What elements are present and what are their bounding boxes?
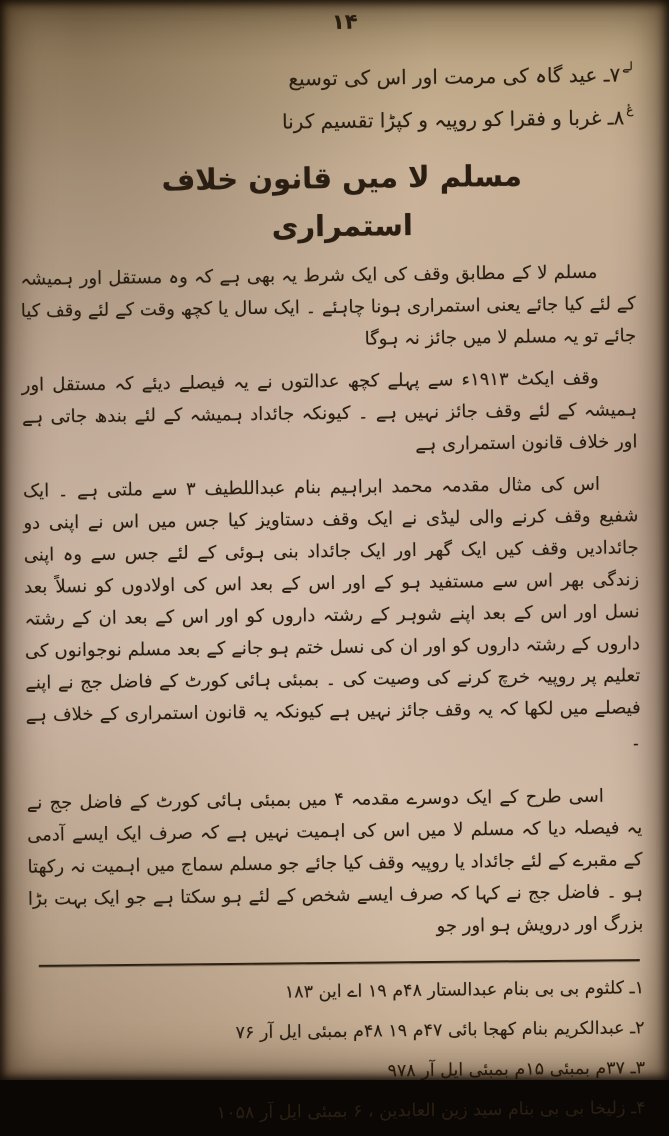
list-item-text: ۷ـ عید گاہ کی مرمت اور اس کی توسیع	[288, 62, 620, 90]
footnote-3: ۳ـ ۳۷م بمبئی ۱۵م بمبئی ایل آر ۹۷۸	[120, 1048, 645, 1094]
superscript-mark: لے	[622, 46, 633, 86]
paragraph-2: وقف ایکٹ ۱۹۱۳ء سے پہلے کچھ عدالتوں نے یہ فیصلے دیئے کہ مستقل اور ہمیشہ کے لئے وقف جائز نہیں ہے ۔ کیونکہ جائداد ہمیشہ کے لئے بندھ جاتی ہے اور خلاف قانون استمراری ہے	[22, 362, 638, 466]
paragraph-4: اسی طرح کے ایک دوسرے مقدمہ ۴ میں بمبئی ہائی کورٹ کے فاضل جج نے یہ فیصلہ دیا کہ مسلم لا میں اس کی اہمیت نہیں ہے کہ صرف ایک ایسے آدمی کے مقبرے کے لئے جائداد یا روپیہ وقف کیا جائے جو مسلم سماج میں اہمیت نہ رکھتا ہو ۔ فاضل جج نے کہا کہ صرف ایسے شخص کے لئے ہو سکتا ہے جو ایک بہت بڑا بزرگ اور درویش ہو اور جو	[27, 780, 644, 948]
footnote-2: ۲ـ عبدالکریم بنام کھجا بائی ۴۷م ۱۹ ۴۸م بمبئی ایل آر ۷۶	[53, 1008, 644, 1055]
paragraph-1: مسلم لا کے مطابق وقف کی ایک شرط یہ بھی ہے کہ وہ مستقل اور ہمیشہ کے لئے کیا جائے یعنی استمراری ہونا چاہئے ۔ ایک سال یا کچھ وقت کے لئے وقف کیا جائے تو یہ مسلم لا میں جائز نہ ہوگا	[20, 256, 636, 360]
list-item-text: ۸ـ غربا و فقرا کو روپیہ و کپڑا تقسیم کرنا	[282, 105, 625, 133]
footnote-1: ۱ـ کلثوم بی بی بنام عبدالستار ۴۸م ۱۹ اے این ۱۸۳	[59, 968, 644, 1015]
page-number: ۱۴	[17, 6, 632, 38]
page-content	[17, 6, 646, 1135]
list-item-7	[18, 54, 633, 105]
section-heading: مسلم لا میں قانون خلاف استمراری	[89, 151, 595, 253]
paragraph-3: اس کی مثال مقدمہ محمد ابراہیم بنام عبداللطیف ۳ سے ملتی ہے ۔ ایک شفیع وقف کرنے والی لیڈی نے ایک وقف دستاویز کیا جس میں اس نے اپنی دو جائدادیں وقف کیں ایک گھر اور ایک جائداد بنی ہوئی کے لئے جس سے وہ اپنی زندگی بھر اس سے مستفید ہو کے اور اس کے بعد اس کی اولادوں کو نسلاً بعد نسل اور اس کے بعد اپنے شوہر کے رشتہ داروں کو اور اس کے بعد ان کے رشتہ داروں کے رشتہ داروں کو اور ان کی نسل ختم ہو جانے کے بعد مسلم نوجوانوں کی تعلیم پر روپیہ خرچ کرنے کی وصیت کی ۔ بمبئی ہائی کورٹ کے فاضل جج نے اپنے فیصلے میں لکھا کہ یہ وقف جائز نہیں ہے کیونکہ یہ قانون استمراری کے خلاف ہے ۔	[23, 468, 641, 763]
superscript-mark: عٔ	[626, 89, 634, 129]
list-item-8	[18, 97, 633, 148]
footnotes-section	[29, 968, 646, 1136]
footnote-divider	[39, 959, 640, 967]
numbered-list	[18, 54, 634, 148]
footnote-4: ۴ـ زلیخا بی بی بنام سید زین العابدین ، ۶ بمبئی ایل آر ۱۰۵۸	[42, 1088, 645, 1135]
